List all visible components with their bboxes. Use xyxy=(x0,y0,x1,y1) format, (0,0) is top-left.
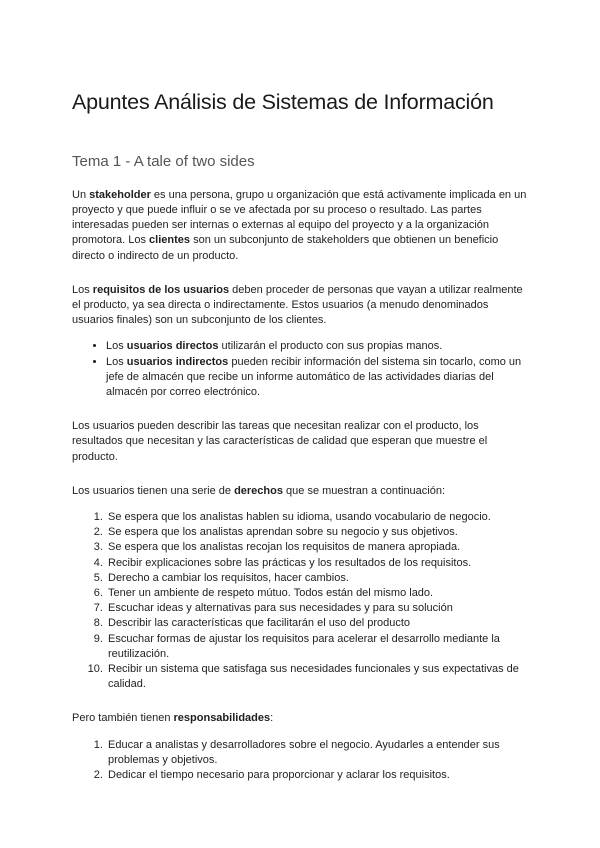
paragraph-rights-intro xyxy=(72,484,528,499)
bold-term: requisitos de los usuarios xyxy=(92,283,230,296)
list-item: 7. Escuchar ideas y alternativas para sus necesidades y para su solución xyxy=(106,601,528,616)
section-heading: Tema 1 - A tale of two sides xyxy=(72,152,255,170)
user-types-list xyxy=(72,339,528,400)
list-item: 6. Tener un ambiente de respeto mútuo. Todos están del mismo lado. xyxy=(106,586,528,601)
text-span: son un subconjunto de stakeholders que obtienen un beneficio directo o indirecto de un producto. xyxy=(72,234,499,262)
bold-term: usuarios indirectos xyxy=(126,355,229,368)
list-item: 1. Se espera que los analistas hablen su idioma, usando vocabulario de negocio. xyxy=(106,510,528,525)
paragraph-stakeholder xyxy=(72,188,528,264)
text-span: pueden recibir información del sistema sin tocarlo, como un jefe de almacén que recibe un informe automático de las actividades diarias del almacén por correo electrónico. xyxy=(106,355,522,399)
text-span: Los xyxy=(72,283,93,296)
text-span: deben proceder de personas que vayan a utilizar realmente el producto, ya sea directa o indirectamente. Estos usuarios (a menudo denominados usuarios finales) son un subconjunto de los clientes. xyxy=(72,283,523,327)
list-item: 10. Recibir un sistema que satisfaga sus necesidades funcionales y sus expectativas de calidad. xyxy=(106,662,528,692)
list-item: 1. Educar a analistas y desarrolladores sobre el negocio. Ayudarles a entender sus problemas y objetivos. xyxy=(106,738,528,768)
paragraph-responsibilities-intro xyxy=(72,711,528,726)
list-item xyxy=(106,355,528,401)
text-span: Los xyxy=(106,355,127,368)
paragraph-user-tasks: Los usuarios pueden describir las tareas que necesitan realizar con el producto, los resultados que necesitan y las características de calidad que esperan que muestre el producto. xyxy=(72,420,488,463)
list-item: 8. Describir las características que facilitarán el uso del producto xyxy=(106,616,528,631)
text-span: utilizarán el producto con sus propias manos. xyxy=(218,340,443,353)
list-item xyxy=(106,339,528,354)
list-item: 3. Se espera que los analistas recojan los requisitos de manera apropiada. xyxy=(106,540,528,555)
text-span: : xyxy=(270,712,274,725)
bold-term: stakeholder xyxy=(89,188,151,201)
bold-term: clientes xyxy=(149,234,191,247)
list-item: 4. Recibir explicaciones sobre las prácticas y los resultados de los requisitos. xyxy=(106,556,528,571)
responsibilities-list xyxy=(72,738,528,784)
bold-term: responsabilidades xyxy=(173,712,271,725)
bold-term: usuarios directos xyxy=(126,340,219,353)
list-item: 5. Derecho a cambiar los requisitos, hacer cambios. xyxy=(106,571,528,586)
paragraph-user-requirements xyxy=(72,283,528,329)
text-span: Los xyxy=(106,340,127,353)
text-span: es una persona, grupo u organización que está activamente implicada en un proyecto y que puede influir o se ve afectada por su proceso o resultado. Las partes interesadas pueden ser internas o externas al equipo del proyecto y a la organización promotora. Los xyxy=(72,188,527,247)
list-item: 9. Escuchar formas de ajustar los requisitos para acelerar el desarrollo mediante la reutilización. xyxy=(106,632,528,662)
text-span: Los usuarios tienen una serie de xyxy=(72,484,235,497)
text-span: que se muestran a continuación: xyxy=(282,484,446,497)
document-title: Apuntes Análisis de Sistemas de Información xyxy=(72,90,494,114)
rights-list xyxy=(72,510,528,692)
list-item: 2. Se espera que los analistas aprendan sobre su negocio y sus objetivos. xyxy=(106,525,528,540)
text-span: Pero también tienen xyxy=(72,712,174,725)
bold-term: derechos xyxy=(234,484,283,497)
text-span: Un xyxy=(72,188,90,201)
list-item: 2. Dedicar el tiempo necesario para proporcionar y aclarar los requisitos. xyxy=(106,768,528,783)
